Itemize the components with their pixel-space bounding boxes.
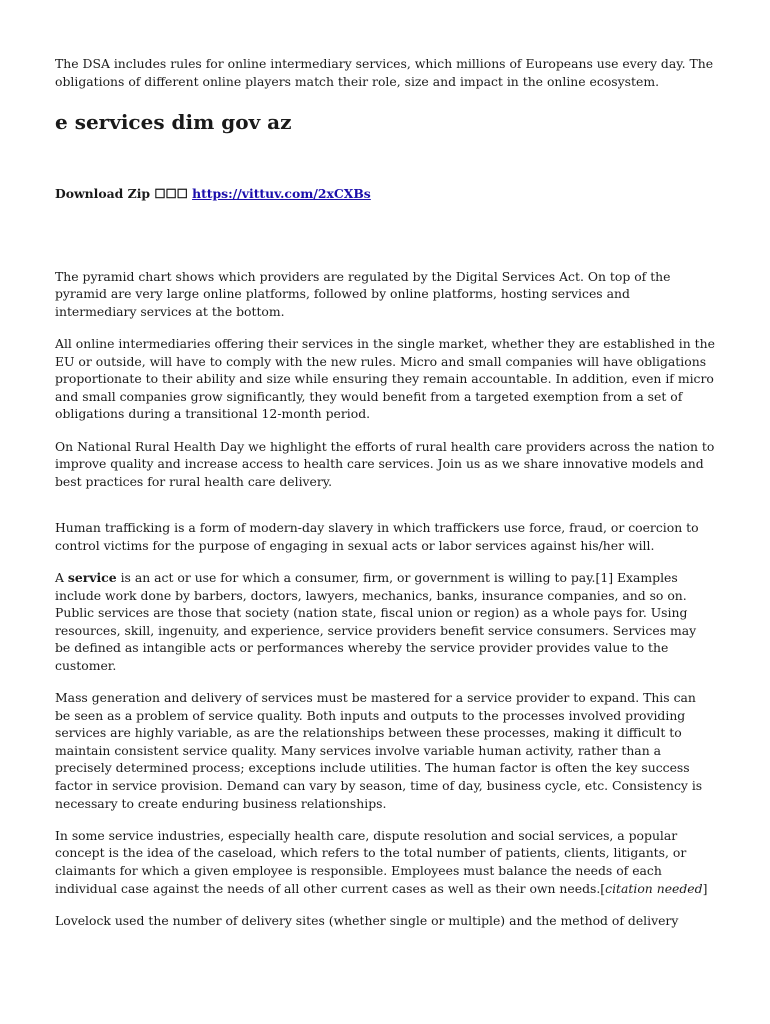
document-page	[55, 55, 715, 944]
paragraph-pyramid: The pyramid chart shows which providers are regulated by the Digital Services Act. On top of the pyramid are very large online platforms, followed by online platforms, hosting services and intermediary services at the bottom.	[55, 268, 671, 319]
caseload-text: In some service industries, especially health care, dispute resolution and social services, a popular concept is the idea of the caseload, which refers to the total number of patients, clients, litigants, or claimants for which a given employee is responsible. Employees must balance the needs of each individual case against the needs of all other current cases as well as their own needs.[	[55, 827, 687, 896]
service-bold-term: service	[67, 570, 117, 585]
paragraph-service-definition	[55, 569, 715, 675]
paragraph-intermediaries: All online intermediaries offering their services in the single market, whether they are established in the EU or outside, will have to comply with the new rules. Micro and small companies will have obligations proportionate to their ability and size while ensuring they remain accountable. In addition, even if micro and small companies grow significantly, they would benefit from a targeted exemption from a set of obligations during a transitional 12-month period.	[55, 336, 715, 422]
citation-needed: citation needed	[605, 880, 703, 896]
download-label: Download Zip	[55, 186, 151, 202]
intro-paragraph: The DSA includes rules for online intermediary services, which millions of Europeans use every day. The obligations of different online players match their role, size and impact in the online ecosystem.	[55, 56, 714, 89]
paragraph-rural-health: On National Rural Health Day we highlight the efforts of rural health care providers across the nation to improve quality and increase access to health care services. Join us as we share innovative models and best practices for rural health care delivery.	[55, 438, 715, 489]
service-definition-text: is an act or use for which a consumer, firm, or government is willing to pay.[1] Examples include work done by barbers, doctors, lawyers, mechanics, banks, insurance companies, and so on. Public services are those that society (nation state, fiscal union or region) as a whole pays for. Using resources, skill, ingenuity, and experience, service providers benefit service consumers. Services may be defined as intangible acts or performances whereby the service provider provides value to the customer.	[55, 570, 697, 673]
download-line	[55, 185, 715, 203]
download-link[interactable]: https://vittuv.com/2xCXBs	[192, 186, 371, 202]
paragraph-caseload	[55, 827, 715, 897]
paragraph-mass-generation: Mass generation and delivery of services must be mastered for a service provider to expand. This can be seen as a problem of service quality. Both inputs and outputs to the processes involved providing services are highly variable, as are the relationships between these processes, making it difficult to maintain consistent service quality. Many services involve variable human activity, rather than a precisely determined process; exceptions include utilities. The human factor is often the key success factor in service provision. Demand can vary by season, time of day, business cycle, etc. Consistency is necessary to create enduring business relationships.	[55, 690, 703, 811]
caseload-end: ]	[702, 880, 708, 896]
paragraph-lovelock: Lovelock used the number of delivery sites (whether single or multiple) and the method of delivery	[55, 912, 679, 928]
paragraph-trafficking: Human trafficking is a form of modern-day slavery in which traffickers use force, fraud, or coercion to control victims for the purpose of engaging in sexual acts or labor services against his/her will.	[55, 520, 699, 553]
page-title: e services dim gov az	[55, 110, 292, 135]
download-arrows-icon: ☐☐☐	[154, 186, 188, 202]
service-prefix: A	[55, 570, 68, 585]
